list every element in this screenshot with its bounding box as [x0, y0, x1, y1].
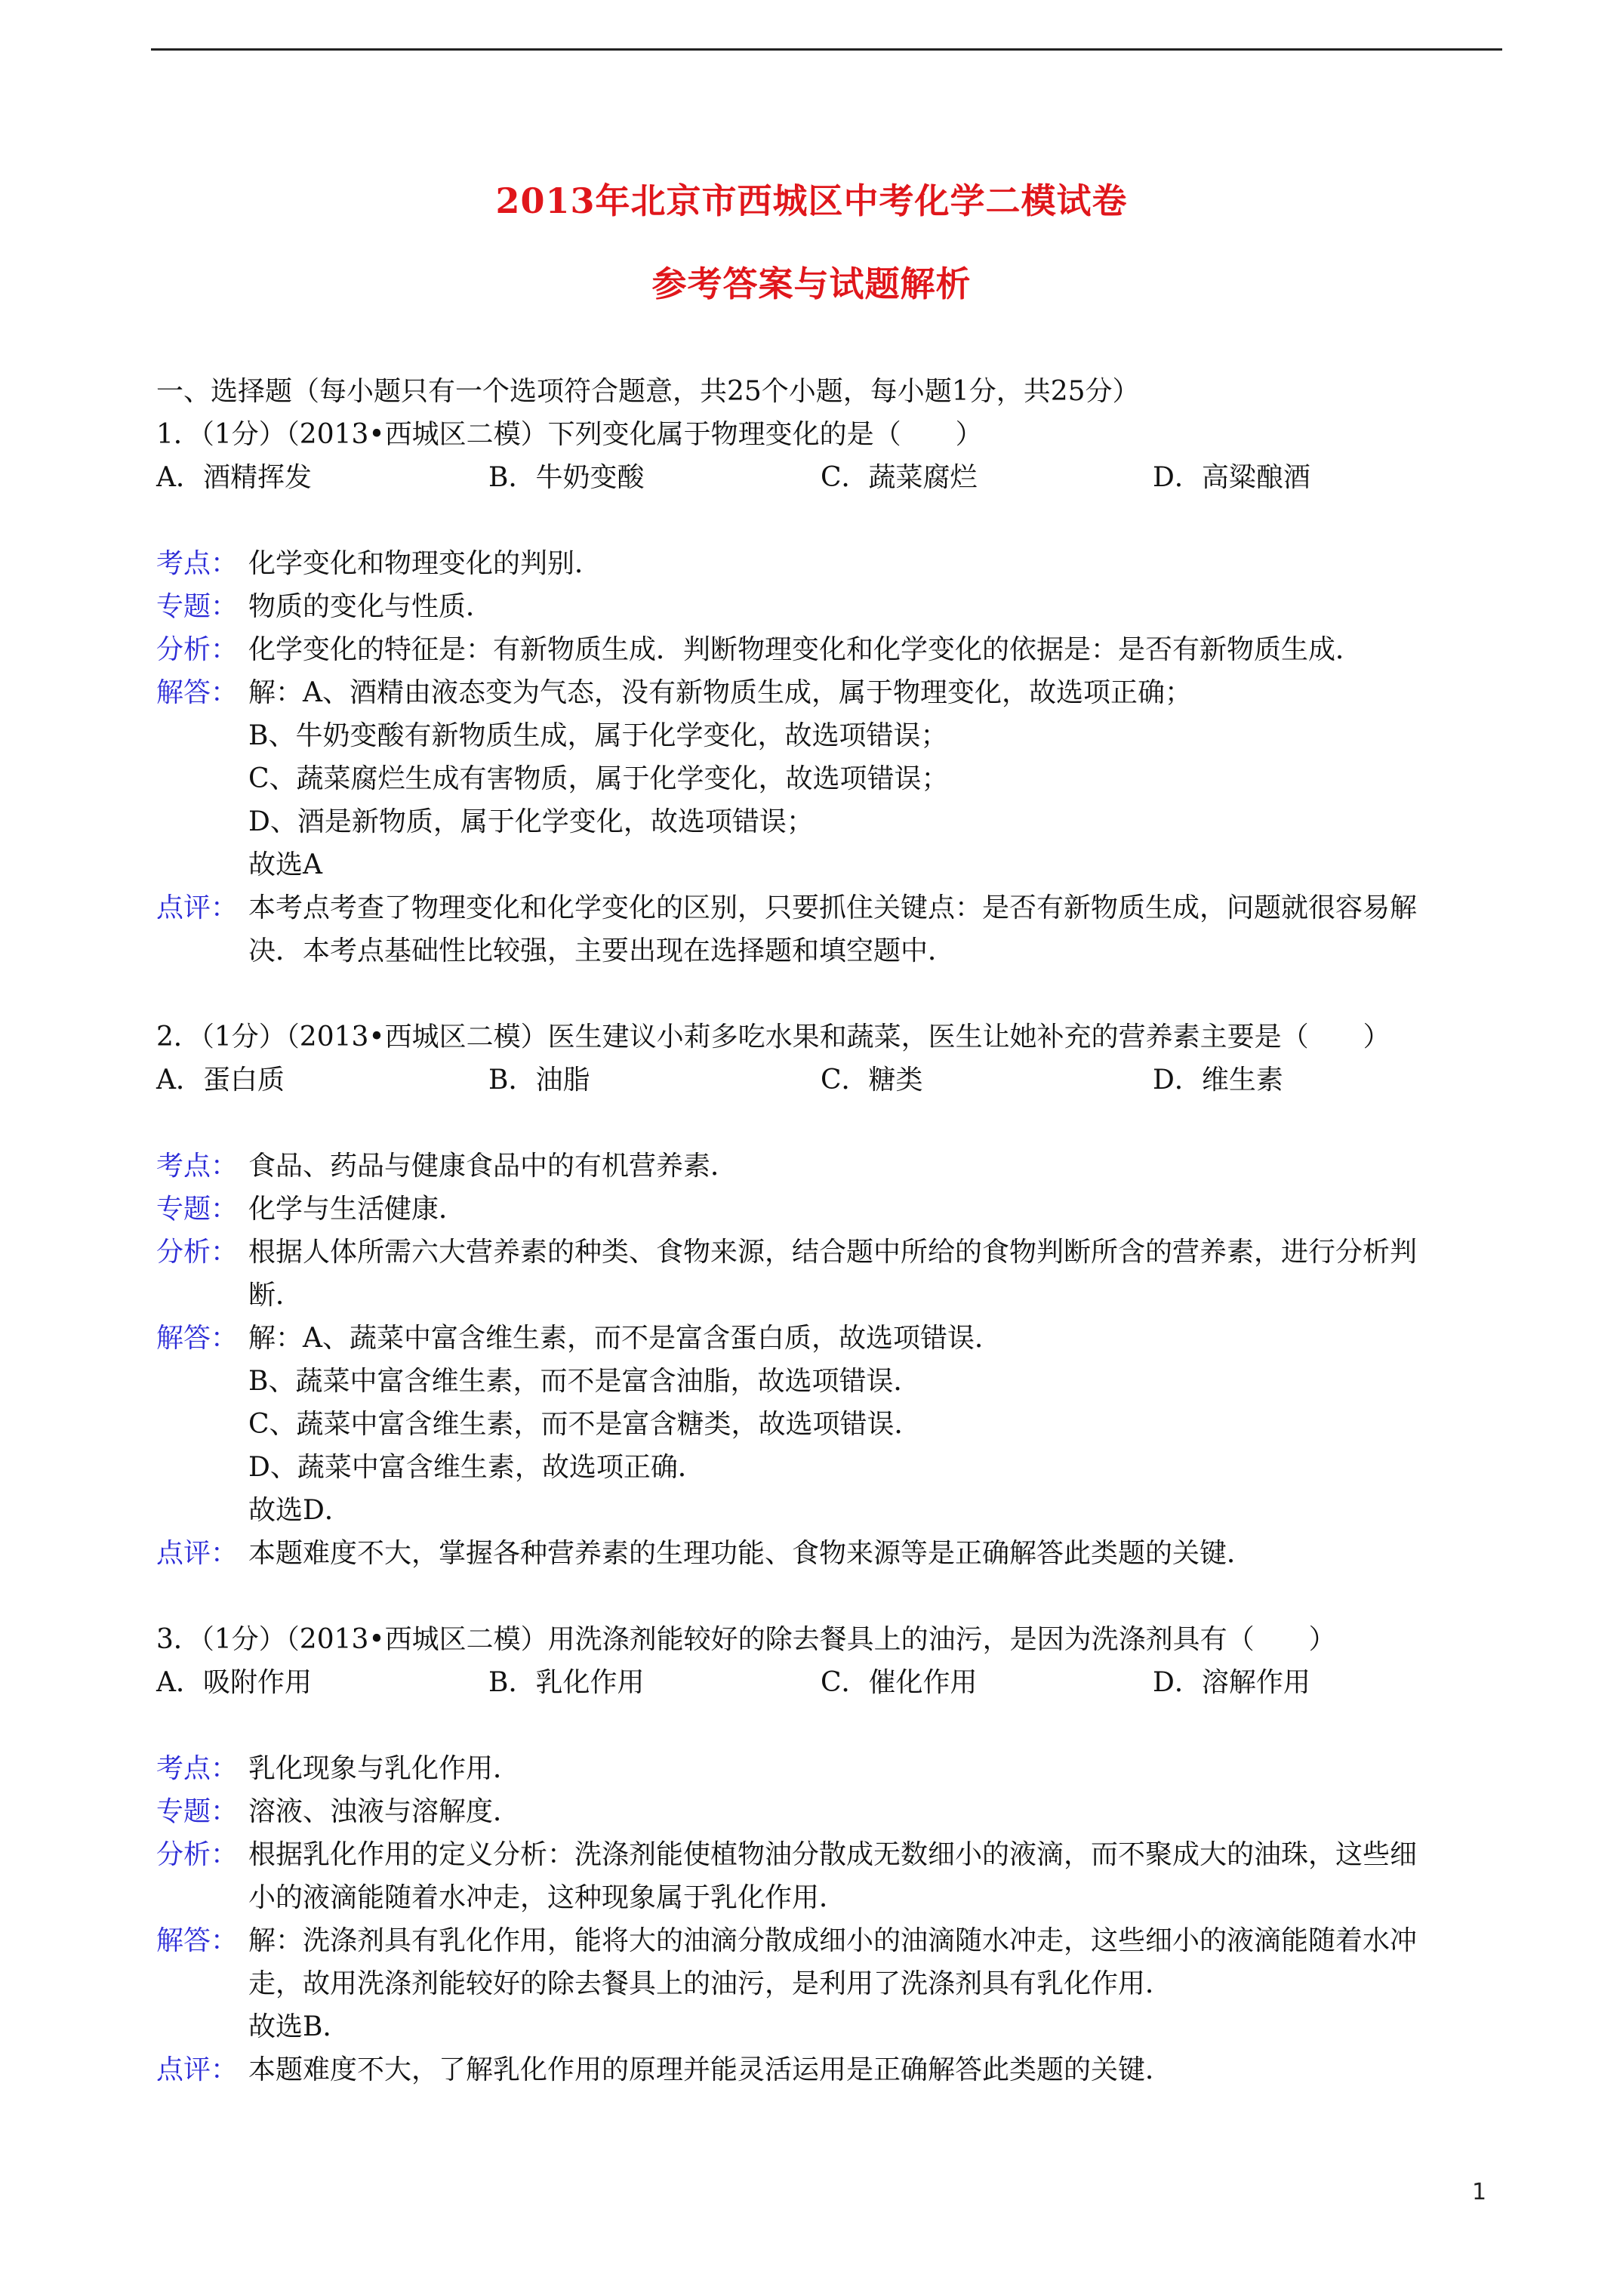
fenxi-text: [248, 628, 1508, 671]
question-stem: 2．（1分）（2013•西城区二模）医生建议小莉多吃水果和蔬菜，医生让她补充的营养素主要是（ ）: [156, 1022, 1390, 1052]
options-row: [156, 456, 1508, 499]
option-b: B．乳化作用: [488, 1667, 645, 1698]
fenxi-label: 分析：: [156, 634, 239, 665]
spacer: [156, 1575, 1508, 1618]
jieda-text: [248, 1317, 1508, 1532]
option-b: B．牛奶变酸: [488, 462, 645, 493]
jieda-text: [248, 1919, 1508, 2048]
jieda-line: 故选B．: [248, 2011, 350, 2042]
dianping-line: 本题难度不大，了解乳化作用的原理并能灵活运用是正确解答此类题的关键．: [248, 2054, 1173, 2085]
jieda-line: C、蔬菜腐烂生成有害物质，属于化学变化，故选项错误；: [248, 763, 949, 794]
zhuanti-text: 化学与生活健康．: [248, 1194, 467, 1225]
jieda-line: 解：A、酒精由液态变为气态，没有新物质生成，属于物理变化，故选项正确；: [248, 677, 1192, 708]
question-stem: 3．（1分）（2013•西城区二模）用洗涤剂能较好的除去餐具上的油污，是因为洗涤剂具有（ ）: [156, 1624, 1336, 1655]
kaodian-text: 食品、药品与健康食品中的有机营养素．: [248, 1151, 738, 1182]
jieda-line: 解：A、蔬菜中富含维生素，而不是富含蛋白质，故选项错误．: [248, 1323, 1002, 1354]
jieda-label: 解答：: [156, 1323, 239, 1354]
fenxi-label: 分析：: [156, 1237, 239, 1268]
fenxi-label: 分析：: [156, 1839, 239, 1870]
header-rule: [151, 48, 1502, 51]
kaodian-label: 考点：: [156, 1151, 239, 1182]
fenxi-line: 根据乳化作用的定义分析：洗涤剂能使植物油分散成无数细小的液滴，而不聚成大的油珠，这些细: [248, 1839, 1418, 1870]
dianping-line: 本考点考查了物理变化和化学变化的区别，只要抓住关键点：是否有新物质生成，问题就很容易解: [248, 892, 1418, 923]
dianping-text: [248, 2048, 1508, 2091]
option-a: A．酒精挥发: [156, 462, 312, 493]
jieda-row: [156, 1919, 1508, 2048]
options-row: [156, 1059, 1508, 1102]
zhuanti-label: 专题：: [156, 591, 239, 622]
option-a: A．吸附作用: [156, 1667, 312, 1698]
dianping-line: 本题难度不大，掌握各种营养素的生理功能、食物来源等是正确解答此类题的关键．: [248, 1538, 1255, 1569]
fenxi-line: 化学变化的特征是：有新物质生成．判断物理变化和化学变化的依据是：是否有新物质生成．: [248, 634, 1363, 665]
option-c: C．催化作用: [821, 1667, 978, 1698]
fenxi-text: [248, 1231, 1508, 1317]
question-1: [156, 413, 1508, 1015]
kaodian-label: 考点：: [156, 1753, 239, 1784]
option-c: C．蔬菜腐烂: [821, 462, 978, 493]
zhuanti-label: 专题：: [156, 1796, 239, 1827]
jieda-line: 故选A: [248, 849, 322, 880]
kaodian-text: 乳化现象与乳化作用．: [248, 1753, 521, 1784]
question-3: [156, 1618, 1508, 2091]
dianping-row: [156, 2048, 1508, 2091]
zhuanti-label: 专题：: [156, 1194, 239, 1225]
spacer: [156, 1704, 1508, 1747]
fenxi-line: 根据人体所需六大营养素的种类、食物来源，结合题中所给的食物判断所含的营养素，进行分析判: [248, 1237, 1418, 1268]
zhuanti-row: [156, 1188, 1508, 1231]
jieda-line: B、蔬菜中富含维生素，而不是富含油脂，故选项错误．: [248, 1366, 921, 1397]
fenxi-line: 断．: [248, 1280, 303, 1311]
fenxi-row: [156, 1833, 1508, 1919]
jieda-row: [156, 1317, 1508, 1532]
dianping-line: 决．本考点基础性比较强，主要出现在选择题和填空题中．: [248, 935, 956, 966]
document-title: 2013年北京市西城区中考化学二模试卷: [495, 180, 1128, 221]
dianping-text: [248, 1532, 1508, 1575]
zhuanti-text: 物质的变化与性质．: [248, 591, 494, 622]
zhuanti-text: 溶液、浊液与溶解度．: [248, 1796, 521, 1827]
jieda-line: 故选D．: [248, 1495, 352, 1526]
spacer: [156, 972, 1508, 1015]
document-body: [156, 370, 1508, 2091]
question-2: [156, 1015, 1508, 1618]
kaodian-text: 化学变化和物理变化的判别．: [248, 548, 602, 579]
question-stem: 1．（1分）（2013•西城区二模）下列变化属于物理变化的是（ ）: [156, 419, 983, 450]
option-d: D．溶解作用: [1153, 1667, 1310, 1698]
kaodian-row: [156, 542, 1508, 585]
option-d: D．维生素: [1153, 1065, 1283, 1096]
jieda-line: D、蔬菜中富含维生素，故选项正确．: [248, 1452, 705, 1483]
spacer: [156, 1102, 1508, 1145]
dianping-label: 点评：: [156, 892, 239, 923]
fenxi-text: [248, 1833, 1508, 1919]
kaodian-row: [156, 1747, 1508, 1790]
jieda-line: C、蔬菜中富含维生素，而不是富含糖类，故选项错误．: [248, 1409, 922, 1440]
jieda-text: [248, 671, 1508, 886]
dianping-row: [156, 886, 1508, 972]
fenxi-row: [156, 1231, 1508, 1317]
dianping-row: [156, 1532, 1508, 1575]
option-c: C．糖类: [821, 1065, 923, 1096]
dianping-text: [248, 886, 1508, 972]
dianping-label: 点评：: [156, 2054, 239, 2085]
page-number: 1: [1472, 2179, 1487, 2205]
fenxi-row: [156, 628, 1508, 671]
option-a: A．蛋白质: [156, 1065, 285, 1096]
options-row: [156, 1661, 1508, 1704]
jieda-line: 解：洗涤剂具有乳化作用，能将大的油滴分散成细小的油滴随水冲走，这些细小的液滴能随着水冲: [248, 1925, 1418, 1956]
jieda-line: B、牛奶变酸有新物质生成，属于化学变化，故选项错误；: [248, 720, 948, 751]
jieda-label: 解答：: [156, 677, 239, 708]
zhuanti-row: [156, 585, 1508, 628]
zhuanti-row: [156, 1790, 1508, 1833]
jieda-line: D、酒是新物质，属于化学变化，故选项错误；: [248, 806, 814, 837]
jieda-row: [156, 671, 1508, 886]
kaodian-label: 考点：: [156, 548, 239, 579]
option-b: B．油脂: [488, 1065, 590, 1096]
jieda-line: 走，故用洗涤剂能较好的除去餐具上的油污，是利用了洗涤剂具有乳化作用．: [248, 1968, 1173, 1999]
jieda-label: 解答：: [156, 1925, 239, 1956]
dianping-label: 点评：: [156, 1538, 239, 1569]
option-d: D．高粱酿酒: [1153, 462, 1310, 493]
question-list: [156, 413, 1508, 2091]
section-heading: 一、选择题（每小题只有一个选项符合题意，共25个小题，每小题1分，共25分）: [156, 376, 1140, 407]
spacer: [156, 499, 1508, 542]
kaodian-row: [156, 1145, 1508, 1188]
document-subtitle: 参考答案与试题解析: [651, 264, 972, 304]
fenxi-line: 小的液滴能随着水冲走，这种现象属于乳化作用．: [248, 1882, 847, 1913]
